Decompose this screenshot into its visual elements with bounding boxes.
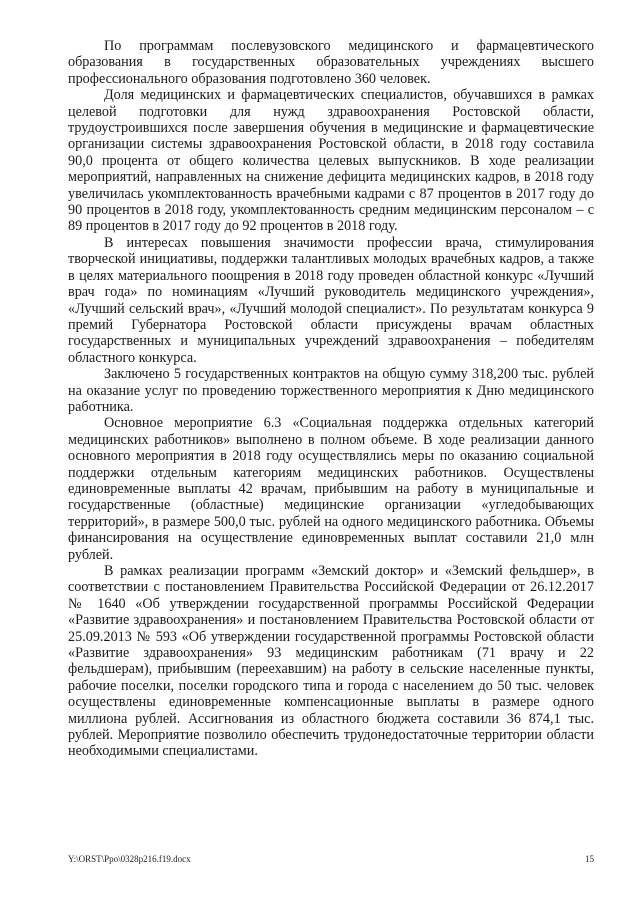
paragraph-social-support-measure: Основное мероприятие 6.3 «Социальная поддержка отдельных категорий медицинских работников» выполнено в полном объеме. В ходе реализации данного основного мероприятия в 2018 году осуществлялись меры по оказанию социальной поддержки отдельным категориям медицинских работников. Осуществлены единовременные выплаты 42 врачам, прибывшим на работу в муниципальные и государственные (областные) медицинские организации «угледобывающих территорий», в размере 500,0 тыс. рублей на одного медицинского работника. Объемы финансирования на осуществление единовременных выплат составили 21,0 млн рублей. xyxy=(68,415,594,563)
paragraph-best-doctor-contest: В интересах повышения значимости профессии врача, стимулирования творческой инициативы, поддержки талантливых молодых врачебных кадров, а также в целях материального поощрения в 2018 году проведен областной конкурс «Лучший врач года» по номинациям «Лучший руководитель медицинского учреждения», «Лучший сельский врач», «Лучший молодой специалист». По результатам конкурса 9 премий Губернатора Ростовской области присуждены врачам областных государственных и муниципальных учреждений здравоохранения – победителям областного конкурса. xyxy=(68,234,594,366)
paragraph-targeted-training-employment: Доля медицинских и фармацевтических специалистов, обучавшихся в рамках целевой подготовки для нужд здравоохранения Ростовской области, трудоустроившихся после завершения обучения в медицинские и фармацевтические организации системы здравоохранения Ростовской области, в 2018 году составила 90,0 процента от общего количества целевых выпускников. В ходе реализации мероприятий, направленных на снижение дефицита медицинских кадров, в 2018 году увеличилась укомплектованность врачебными кадрами с 87 процентов в 2017 году до 90 процентов в 2018 году, укомплектованность средним медицинским персоналом – с 89 процентов в 2017 году до 92 процентов в 2018 году. xyxy=(68,87,594,235)
paragraph-zemsky-doctor-program: В рамках реализации программ «Земский доктор» и «Земский фельдшер», в соответствии с постановлением Правительства Российской Федерации от 26.12.2017 № 1640 «Об утверждении государственной программы Российской Федерации «Развитие здравоохранения» и постановлением Правительства Ростовской области от 25.09.2013 № 593 «Об утверждении государственной программы Ростовской области «Развитие здравоохранения» 93 медицинским работникам (71 врачу и 22 фельдшерам), прибывшим (переехавшим) на работу в сельские населенные пункты, рабочие поселки, поселки городского типа и города с населением до 50 тыс. человек осуществлены единовременные компенсационные выплаты в размере одного миллиона рублей. Ассигнования из областного бюджета составили 36 874,1 тыс. рублей. Мероприятие позволило обеспечить трудонедостаточные территории области необходимыми специалистами. xyxy=(68,563,594,760)
footer-file-path: Y:\ORST\Ppo\0328p216.f19.docx xyxy=(68,854,191,864)
page-number: 15 xyxy=(585,854,594,864)
paragraph-state-contracts: Заключено 5 государственных контрактов на общую сумму 318,200 тыс. рублей на оказание услуг по проведению торжественного мероприятия к Дню медицинского работника. xyxy=(68,366,594,415)
paragraph-postgraduate-training: По программам послевузовского медицинского и фармацевтического образования в государственных образовательных учреждениях высшего профессионального образования подготовлено 360 человек. xyxy=(68,38,594,87)
document-body xyxy=(68,38,594,760)
